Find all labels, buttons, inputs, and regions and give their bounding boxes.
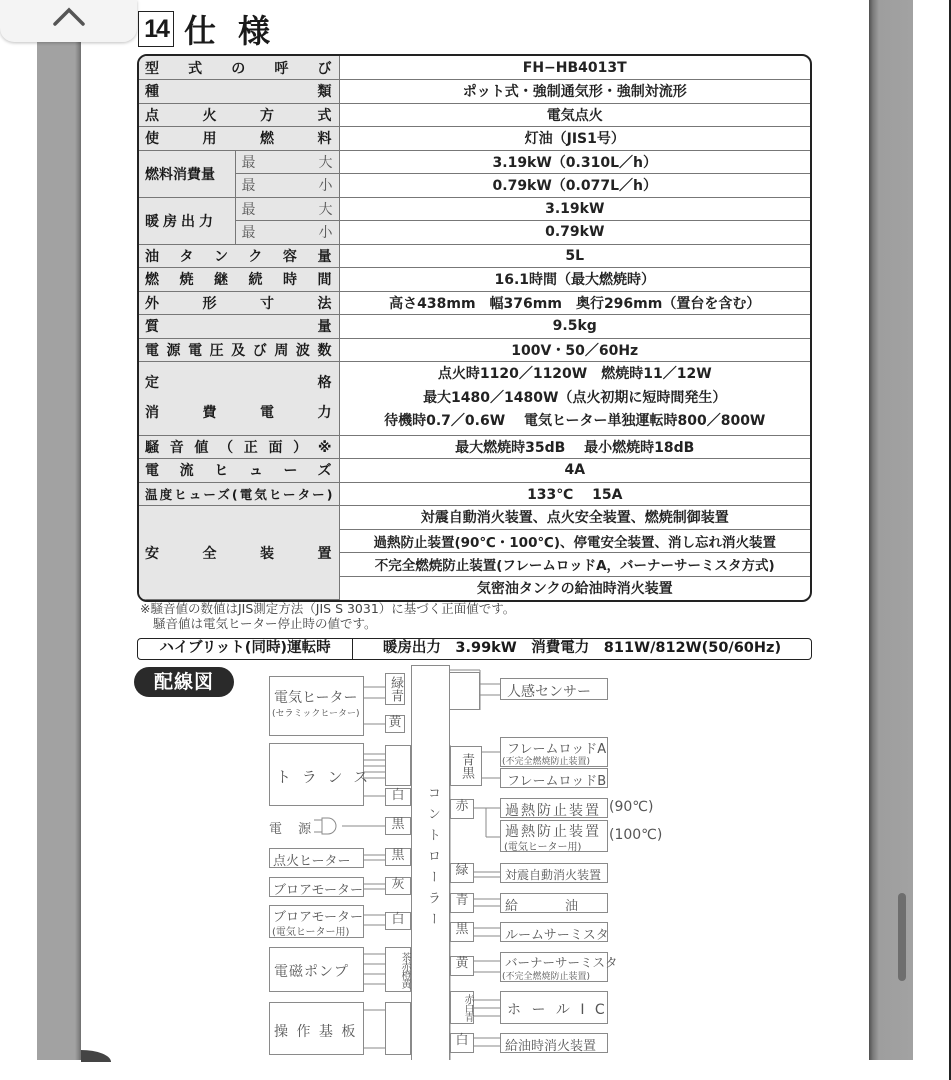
component-label: 点火ヒーター <box>273 854 351 869</box>
row-value: 灯油（JIS1号） <box>339 127 810 151</box>
component-label: ルームサーミスタ <box>505 928 609 943</box>
wire-label: 白 <box>385 912 411 930</box>
row-value: 0.79kW <box>339 221 810 245</box>
row-value: 133℃ 15A <box>339 482 810 506</box>
row-label: 騒音値（正面）※ <box>139 435 339 459</box>
viewer-left-margin <box>37 0 81 1060</box>
row-label <box>139 362 339 436</box>
row-sublabel: 最大 <box>235 150 339 174</box>
table-row <box>139 362 810 436</box>
wire-label: 青 <box>450 893 474 913</box>
wire-label: 赤 <box>450 799 474 819</box>
rated-power-label-1: 定格 <box>145 375 333 392</box>
component-label: フレームロッドA <box>507 742 607 757</box>
component-label: ホ ー ル I C <box>507 1002 608 1018</box>
row-value: 気密油タンクの給油時消火装置 <box>339 576 810 600</box>
wire-label: 赤白青 <box>450 991 474 1024</box>
row-value: 100V・50／60Hz <box>339 338 810 362</box>
row-value: 最大燃焼時35dB 最小燃焼時18dB <box>339 435 810 459</box>
row-label: 安全装置 <box>139 506 339 600</box>
component-label: 操 作 基 板 <box>274 1024 358 1040</box>
burner-thermistor-box <box>500 952 618 982</box>
component-label: ト ラ ン ス <box>276 768 372 786</box>
section-number: 14 <box>138 11 174 47</box>
overheat-90-temp: (90℃) <box>609 799 654 815</box>
component-label: フレームロッドB <box>507 774 607 789</box>
component-label: バーナーサーミスタ <box>505 955 618 970</box>
controller-label: コントローラー <box>425 786 440 933</box>
wire-label: 黒 <box>385 817 411 835</box>
table-row <box>139 80 810 104</box>
spec-table <box>137 54 812 602</box>
row-label: 型式の呼び <box>139 56 339 80</box>
row-label: 電源電圧及び周波数 <box>139 338 339 362</box>
flame-rod-b-box <box>500 768 608 788</box>
ignition-heater-box <box>269 848 364 868</box>
row-sublabel: 最小 <box>235 221 339 245</box>
overheat-100-temp: (100℃) <box>609 827 663 843</box>
row-value: 不完全燃焼防止装置(フレームロッドA，バーナーサーミスタ方式) <box>339 553 810 577</box>
row-label: 温度ヒューズ(電気ヒーター) <box>139 482 339 506</box>
wire-label: 白 <box>385 788 411 806</box>
section-title: 仕様 <box>184 12 293 50</box>
table-row <box>139 244 810 268</box>
hybrid-value: 暖房出力 3.99kW 消費電力 811W/812W(50/60Hz) <box>382 640 782 656</box>
table-row <box>139 315 810 339</box>
row-label: 暖房出力 <box>139 197 235 244</box>
row-value <box>339 362 810 436</box>
overheat-90-box <box>500 798 608 818</box>
component-sublabel: (電気ヒーター用) <box>504 842 582 853</box>
row-value: 対震自動消火装置、点火安全装置、燃焼制御装置 <box>339 506 810 530</box>
row-label: 質量 <box>139 315 339 339</box>
wire-label: 白 <box>450 1033 474 1053</box>
row-label: 点火方式 <box>139 103 339 127</box>
table-row <box>139 127 810 151</box>
footnote-line: ※騒音値の数値はJIS測定方法（JIS S 3031）に基づく正面値です。 <box>140 601 516 616</box>
row-value: 3.19kW <box>339 197 810 221</box>
table-row <box>139 268 810 292</box>
flame-rod-a-box <box>500 737 608 767</box>
room-thermistor-box <box>500 922 608 942</box>
power-source-label: 電 源 <box>269 822 318 837</box>
wire-label: 青黒 <box>450 746 482 786</box>
hall-ic-box <box>500 991 608 1024</box>
overheat-100-box <box>500 820 608 852</box>
row-value: 16.1時間（最大燃焼時） <box>339 268 810 292</box>
wire-label: 黄 <box>385 715 405 733</box>
wire-label: 黒 <box>450 922 474 942</box>
row-label: 油タンク容量 <box>139 244 339 268</box>
row-value: 9.5kg <box>339 315 810 339</box>
row-value: 3.19kW（0.310L／h） <box>339 150 810 174</box>
wire-label: 灰 <box>385 877 411 895</box>
table-row <box>139 103 810 127</box>
component-label: 給 油 <box>505 899 581 914</box>
viewer-right-margin <box>869 0 913 1060</box>
component-label: 過熱防止装置 <box>505 824 601 840</box>
row-value: 過熱防止装置(90℃・100℃)、停電安全装置、消し忘れ消火装置 <box>339 529 810 553</box>
footnote-line: 騒音値は電気ヒーター停止時の値です。 <box>153 616 377 631</box>
wire-label: 黒 <box>385 848 411 866</box>
row-value: 0.79kW（0.077L／h） <box>339 174 810 198</box>
component-label: 対震自動消火装置 <box>505 868 602 882</box>
transformer-box <box>269 743 372 806</box>
table-row <box>139 197 810 221</box>
footnote <box>140 601 515 631</box>
refuel-shutoff-box <box>500 1033 608 1053</box>
section-heading <box>138 6 292 52</box>
table-row <box>139 291 810 315</box>
table-row <box>139 221 810 245</box>
table-row <box>139 435 810 459</box>
hybrid-mode-box <box>137 638 812 660</box>
component-label: 給油時消火装置 <box>505 1039 597 1054</box>
collapse-button[interactable] <box>0 0 137 42</box>
solenoid-pump-box <box>269 947 364 992</box>
wire-label: 緑青 <box>385 673 405 705</box>
refuel-box <box>500 893 608 913</box>
control-board-box <box>269 1002 364 1055</box>
human-sensor-box <box>500 678 608 700</box>
row-value: 電気点火 <box>339 103 810 127</box>
rated-power-line: 最大1480／1480W（点火初期に短時間発生） <box>423 389 727 406</box>
component-label: ブロアモーター <box>273 910 363 925</box>
rated-power-label-2: 消費電力 <box>145 405 333 422</box>
component-label: 人感センサー <box>507 684 591 700</box>
table-row <box>139 459 810 483</box>
table-row <box>139 482 810 506</box>
wiring-diagram-badge: 配線図 <box>134 667 234 697</box>
wire-label: 茶赤橙黄 <box>385 947 411 992</box>
wire-label: 緑 <box>450 863 474 883</box>
row-sublabel: 最小 <box>235 174 339 198</box>
table-row <box>139 56 810 80</box>
component-label: 電磁ポンプ <box>274 964 349 980</box>
component-sublabel: (不完全燃焼防止装置) <box>502 757 591 767</box>
rated-power-line: 点火時1120／1120W 燃焼時11／12W <box>437 366 712 382</box>
component-sublabel: (セラミックヒーター) <box>272 709 360 719</box>
table-row <box>139 174 810 198</box>
table-row <box>139 506 810 530</box>
row-value: ポット式・強制通気形・強制対流形 <box>339 80 810 104</box>
table-row <box>139 150 810 174</box>
wire-label: 黄 <box>450 956 474 976</box>
blower-motor-box <box>269 877 364 897</box>
component-label: ブロアモーター <box>273 883 363 898</box>
row-label: 種類 <box>139 80 339 104</box>
component-label: 電気ヒーター <box>274 690 358 706</box>
table-row <box>139 338 810 362</box>
row-value: 高さ438mm 幅376mm 奥行296mm（置台を含む） <box>339 291 810 315</box>
row-label: 燃料消費量 <box>139 150 235 197</box>
hybrid-label: ハイブリット(同時)運転時 <box>138 639 353 659</box>
component-label: 過熱防止装置 <box>505 803 601 819</box>
row-value: FH−HB4013T <box>339 56 810 80</box>
row-value: 4A <box>339 459 810 483</box>
row-sublabel: 最大 <box>235 197 339 221</box>
electric-heater-box <box>269 676 364 736</box>
row-label: 燃焼継続時間 <box>139 268 339 292</box>
row-label: 外形寸法 <box>139 291 339 315</box>
row-label: 使用燃料 <box>139 127 339 151</box>
chevron-up-icon <box>51 6 87 26</box>
quake-shutoff-box <box>500 863 608 883</box>
row-value: 5L <box>339 244 810 268</box>
rated-power-line: 待機時0.7／0.6W 電気ヒーター単独運転時800／800W <box>384 413 766 429</box>
row-label: 電流ヒューズ <box>139 459 339 483</box>
component-sublabel: (不完全燃焼防止装置) <box>502 972 591 982</box>
component-sublabel: (電気ヒーター用) <box>272 927 350 938</box>
scrollbar-thumb[interactable] <box>898 893 906 981</box>
blower-motor-heater-box <box>269 905 364 938</box>
